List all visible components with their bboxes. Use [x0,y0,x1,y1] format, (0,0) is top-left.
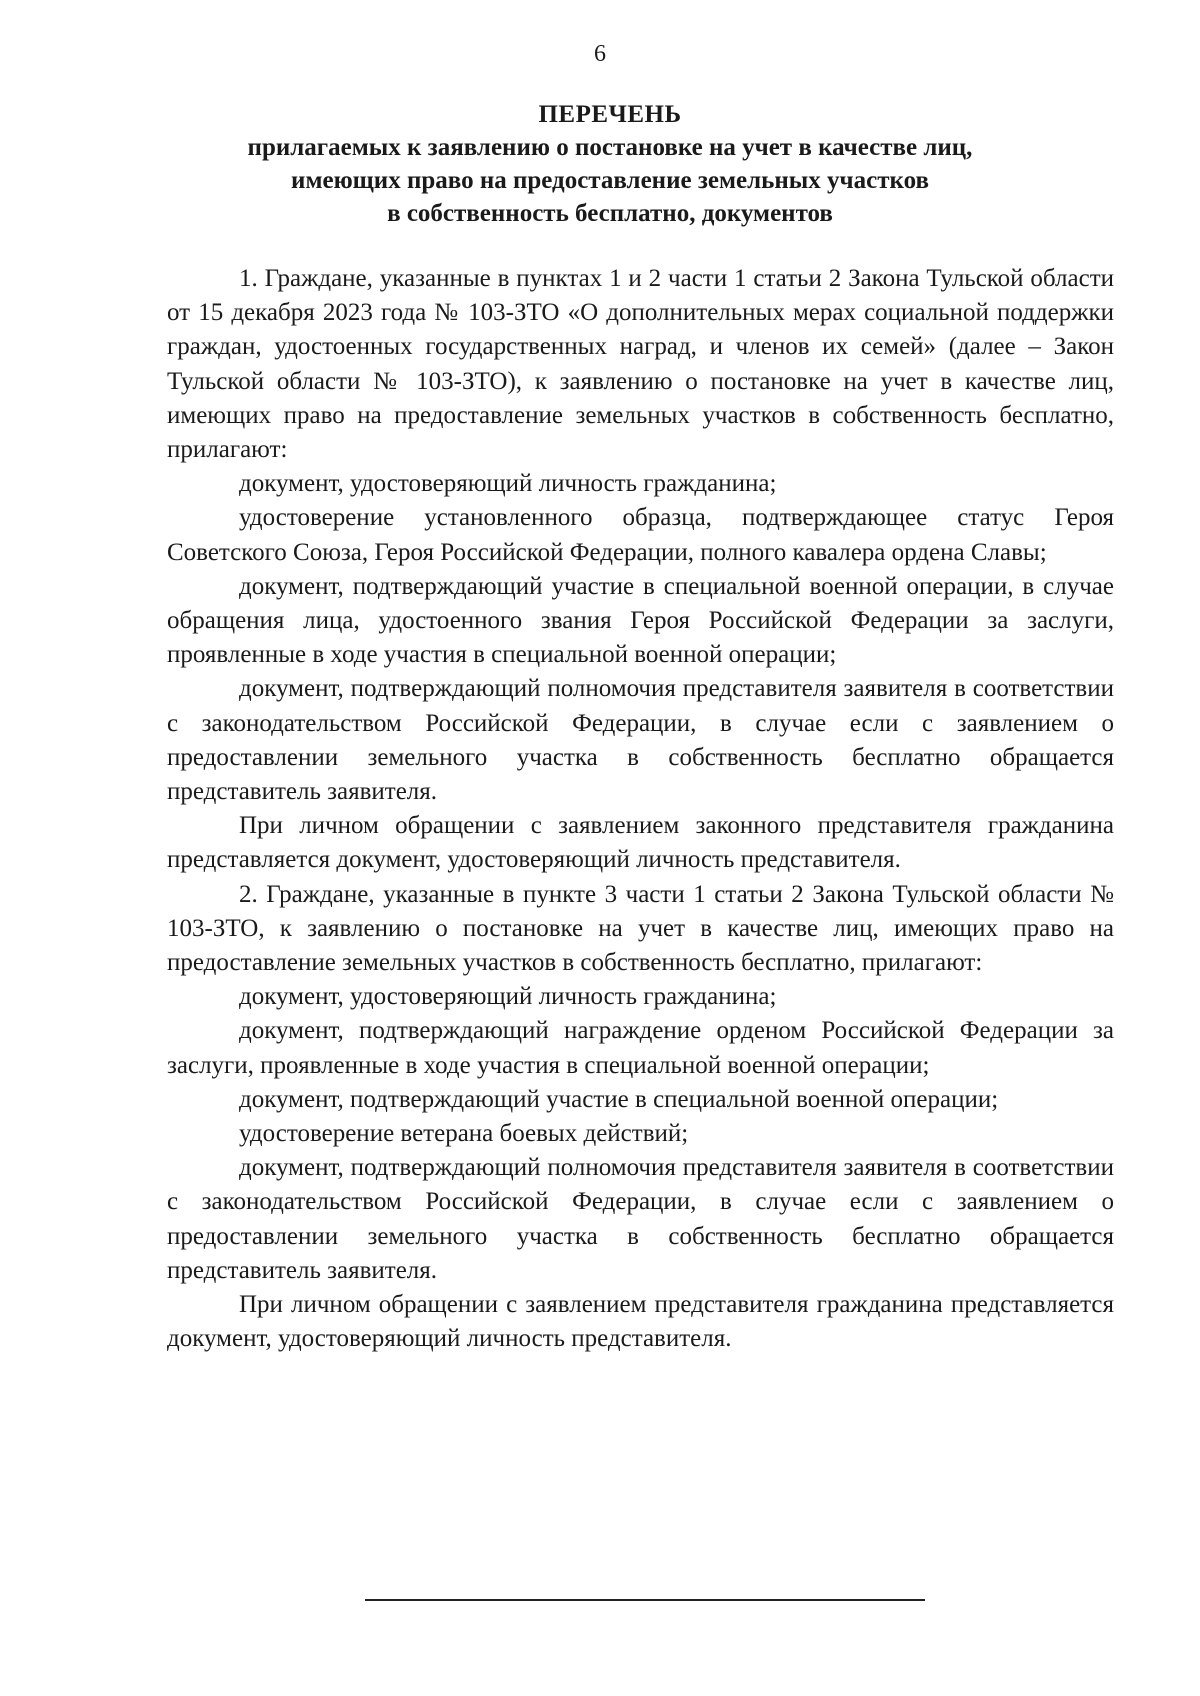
list-item: документ, подтверждающий участие в специальной военной операции, в случае обращения лица, удостоенного звания Героя Российской Федерации за заслуги, проявленные в ходе участия в специальной военной операции; [167,572,1114,669]
document-subtitle-line: в собственность бесплатно, документов [387,200,833,227]
page-number: 6 [594,41,606,67]
end-of-document-rule [365,1599,925,1601]
list-item: удостоверение установленного образца, подтверждающее статус Героя Советского Союза, Героя Российской Федерации, полного кавалера ордена Славы; [167,504,1114,566]
document-subtitle-line: прилагаемых к заявлению о постановке на учет в качестве лиц, [247,134,973,161]
section-1-note-paragraph: При личном обращении с заявлением законного представителя гражданина представляется документ, удостоверяющий личность представителя. [167,812,1114,874]
section-2-note-paragraph: При личном обращении с заявлением представителя гражданина представляется документ, удостоверяющий личность представителя. [167,1291,1114,1353]
document-subtitle-line: имеющих право на предоставление земельных участков [291,167,929,194]
document-header [150,98,1070,230]
list-item: документ, удостоверяющий личность гражданина; [239,470,777,498]
list-item: документ, подтверждающий полномочия представителя заявителя в соответствии с законодательством Российской Федерации, в случае если с заявлением о предоставлении земельного участка в собственность бесплатно обращается представитель заявителя. [167,1154,1114,1284]
document-title: ПЕРЕЧЕНЬ [538,101,682,128]
list-item: документ, подтверждающий награждение орденом Российской Федерации за заслуги, проявленные в ходе участия в специальной военной операции; [167,1017,1114,1079]
list-item: документ, удостоверяющий личность гражданина; [239,983,777,1011]
list-item: документ, подтверждающий участие в специальной военной операции; [239,1085,999,1113]
document-body [167,262,1114,1357]
list-item: документ, подтверждающий полномочия представителя заявителя в соответствии с законодательством Российской Федерации, в случае если с заявлением о предоставлении земельного участка в собственность бесплатно обращается представитель заявителя. [167,675,1114,806]
section-2-intro-paragraph: 2. Граждане, указанные в пункте 3 части 1 статьи 2 Закона Тульской области № 103-ЗТО, к заявлению о постановке на учет в качестве лиц, имеющих право на предоставление земельных участков в собственность бесплатно, прилагают: [167,880,1114,977]
list-item: удостоверение ветерана боевых действий; [239,1120,689,1148]
section-1-intro-paragraph: 1. Граждане, указанные в пунктах 1 и 2 части 1 статьи 2 Закона Тульской области от 15 декабря 2023 года № 103-ЗТО «О дополнительных мерах социальной поддержки граждан, удостоенных государственных наград, и членов их семей» (далее – Закон Тульской области № 103-ЗТО), к заявлению о постановке на учет в качестве лиц, имеющих право на предоставление земельных участков в собственность бесплатно, прилагают: [167,265,1114,464]
